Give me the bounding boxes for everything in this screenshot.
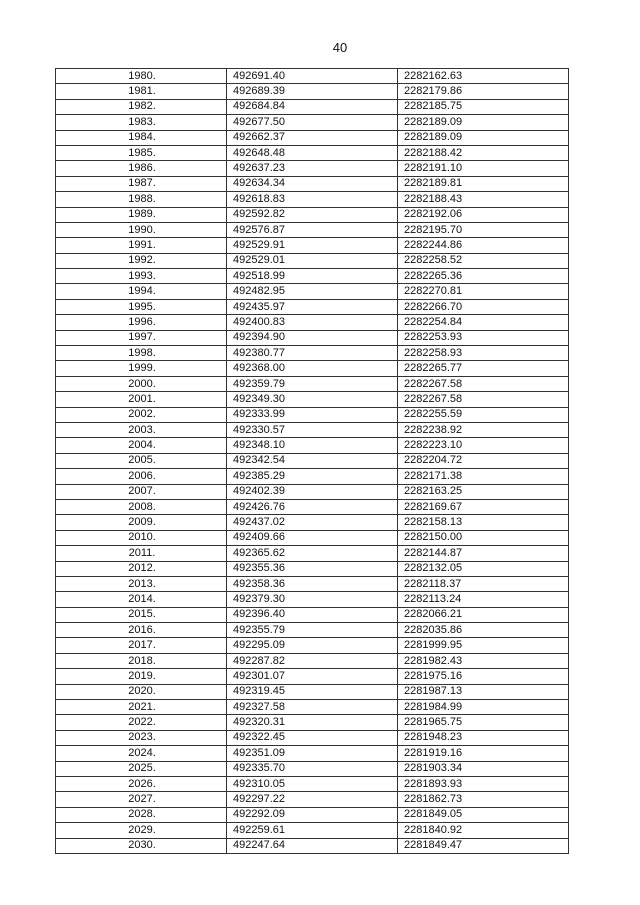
x-coordinate-cell: 492359.79: [227, 376, 398, 391]
table-row: [56, 607, 569, 622]
x-coordinate-cell: 492396.40: [227, 607, 398, 622]
x-coordinate-cell: 492335.70: [227, 761, 398, 776]
table-row: [56, 176, 569, 191]
x-coordinate-cell: 492648.48: [227, 145, 398, 160]
x-coordinate-cell: 492529.91: [227, 238, 398, 253]
y-coordinate-cell: 2281975.16: [398, 669, 569, 684]
coordinates-table: [55, 68, 569, 854]
table-row: [56, 284, 569, 299]
table-row: [56, 838, 569, 853]
point-number-cell: 1993.: [56, 269, 227, 284]
point-number-cell: 1987.: [56, 176, 227, 191]
table-row: [56, 315, 569, 330]
x-coordinate-cell: 492348.10: [227, 438, 398, 453]
y-coordinate-cell: 2282191.10: [398, 161, 569, 176]
point-number-cell: 2023.: [56, 730, 227, 745]
y-coordinate-cell: 2282204.72: [398, 453, 569, 468]
y-coordinate-cell: 2282132.05: [398, 561, 569, 576]
y-coordinate-cell: 2281982.43: [398, 653, 569, 668]
x-coordinate-cell: 492319.45: [227, 684, 398, 699]
point-number-cell: 2008.: [56, 499, 227, 514]
x-coordinate-cell: 492301.07: [227, 669, 398, 684]
x-coordinate-cell: 492618.83: [227, 192, 398, 207]
y-coordinate-cell: 2282265.77: [398, 361, 569, 376]
table-row: [56, 761, 569, 776]
y-coordinate-cell: 2282163.25: [398, 484, 569, 499]
y-coordinate-cell: 2281893.93: [398, 776, 569, 791]
x-coordinate-cell: 492684.84: [227, 99, 398, 114]
table-row: [56, 669, 569, 684]
table-row: [56, 684, 569, 699]
x-coordinate-cell: 492327.58: [227, 700, 398, 715]
table-row: [56, 561, 569, 576]
point-number-cell: 2012.: [56, 561, 227, 576]
x-coordinate-cell: 492482.95: [227, 284, 398, 299]
point-number-cell: 2016.: [56, 623, 227, 638]
y-coordinate-cell: 2281984.99: [398, 700, 569, 715]
point-number-cell: 1995.: [56, 299, 227, 314]
y-coordinate-cell: 2282189.81: [398, 176, 569, 191]
x-coordinate-cell: 492400.83: [227, 315, 398, 330]
table-row: [56, 207, 569, 222]
x-coordinate-cell: 492292.09: [227, 807, 398, 822]
table-row: [56, 361, 569, 376]
table-row: [56, 330, 569, 345]
table-row: [56, 422, 569, 437]
table-row: [56, 145, 569, 160]
x-coordinate-cell: 492379.30: [227, 592, 398, 607]
y-coordinate-cell: 2282113.24: [398, 592, 569, 607]
x-coordinate-cell: 492691.40: [227, 69, 398, 84]
y-coordinate-cell: 2281849.05: [398, 807, 569, 822]
y-coordinate-cell: 2282189.09: [398, 115, 569, 130]
table-row: [56, 700, 569, 715]
table-row: [56, 638, 569, 653]
x-coordinate-cell: 492394.90: [227, 330, 398, 345]
point-number-cell: 2022.: [56, 715, 227, 730]
table-row: [56, 115, 569, 130]
x-coordinate-cell: 492637.23: [227, 161, 398, 176]
x-coordinate-cell: 492349.30: [227, 392, 398, 407]
point-number-cell: 1992.: [56, 253, 227, 268]
table-row: [56, 776, 569, 791]
y-coordinate-cell: 2282267.58: [398, 392, 569, 407]
table-row: [56, 392, 569, 407]
y-coordinate-cell: 2282144.87: [398, 546, 569, 561]
y-coordinate-cell: 2282244.86: [398, 238, 569, 253]
x-coordinate-cell: 492576.87: [227, 222, 398, 237]
y-coordinate-cell: 2282179.86: [398, 84, 569, 99]
y-coordinate-cell: 2282254.84: [398, 315, 569, 330]
point-number-cell: 2027.: [56, 792, 227, 807]
point-number-cell: 1991.: [56, 238, 227, 253]
y-coordinate-cell: 2282066.21: [398, 607, 569, 622]
point-number-cell: 2013.: [56, 576, 227, 591]
table-row: [56, 192, 569, 207]
x-coordinate-cell: 492368.00: [227, 361, 398, 376]
table-row: [56, 222, 569, 237]
x-coordinate-cell: 492634.34: [227, 176, 398, 191]
y-coordinate-cell: 2282162.63: [398, 69, 569, 84]
y-coordinate-cell: 2281903.34: [398, 761, 569, 776]
x-coordinate-cell: 492295.09: [227, 638, 398, 653]
point-number-cell: 2014.: [56, 592, 227, 607]
x-coordinate-cell: 492259.61: [227, 823, 398, 838]
table-row: [56, 499, 569, 514]
x-coordinate-cell: 492355.36: [227, 561, 398, 576]
y-coordinate-cell: 2282189.09: [398, 130, 569, 145]
point-number-cell: 1989.: [56, 207, 227, 222]
x-coordinate-cell: 492529.01: [227, 253, 398, 268]
point-number-cell: 2000.: [56, 376, 227, 391]
point-number-cell: 2020.: [56, 684, 227, 699]
point-number-cell: 2001.: [56, 392, 227, 407]
x-coordinate-cell: 492330.57: [227, 422, 398, 437]
y-coordinate-cell: 2282238.92: [398, 422, 569, 437]
y-coordinate-cell: 2282267.58: [398, 376, 569, 391]
table-row: [56, 376, 569, 391]
y-coordinate-cell: 2281948.23: [398, 730, 569, 745]
point-number-cell: 2004.: [56, 438, 227, 453]
x-coordinate-cell: 492435.97: [227, 299, 398, 314]
table-row: [56, 269, 569, 284]
x-coordinate-cell: 492380.77: [227, 346, 398, 361]
x-coordinate-cell: 492409.66: [227, 530, 398, 545]
x-coordinate-cell: 492592.82: [227, 207, 398, 222]
point-number-cell: 2003.: [56, 422, 227, 437]
table-row: [56, 130, 569, 145]
point-number-cell: 2018.: [56, 653, 227, 668]
x-coordinate-cell: 492310.05: [227, 776, 398, 791]
table-row: [56, 592, 569, 607]
y-coordinate-cell: 2282253.93: [398, 330, 569, 345]
y-coordinate-cell: 2282258.93: [398, 346, 569, 361]
point-number-cell: 1990.: [56, 222, 227, 237]
y-coordinate-cell: 2281999.95: [398, 638, 569, 653]
x-coordinate-cell: 492355.79: [227, 623, 398, 638]
page-number: 40: [332, 40, 348, 55]
y-coordinate-cell: 2281987.13: [398, 684, 569, 699]
point-number-cell: 2029.: [56, 823, 227, 838]
y-coordinate-cell: 2282255.59: [398, 407, 569, 422]
table-row: [56, 484, 569, 499]
x-coordinate-cell: 492385.29: [227, 469, 398, 484]
y-coordinate-cell: 2281965.75: [398, 715, 569, 730]
point-number-cell: 1998.: [56, 346, 227, 361]
point-number-cell: 1988.: [56, 192, 227, 207]
y-coordinate-cell: 2282169.67: [398, 499, 569, 514]
point-number-cell: 1994.: [56, 284, 227, 299]
table-row: [56, 576, 569, 591]
point-number-cell: 2028.: [56, 807, 227, 822]
x-coordinate-cell: 492437.02: [227, 515, 398, 530]
point-number-cell: 1983.: [56, 115, 227, 130]
point-number-cell: 1986.: [56, 161, 227, 176]
point-number-cell: 1999.: [56, 361, 227, 376]
y-coordinate-cell: 2282158.13: [398, 515, 569, 530]
point-number-cell: 1996.: [56, 315, 227, 330]
table-row: [56, 807, 569, 822]
x-coordinate-cell: 492287.82: [227, 653, 398, 668]
table-row: [56, 299, 569, 314]
y-coordinate-cell: 2281840.92: [398, 823, 569, 838]
y-coordinate-cell: 2281862.73: [398, 792, 569, 807]
table-row: [56, 653, 569, 668]
table-row: [56, 407, 569, 422]
table-row: [56, 69, 569, 84]
x-coordinate-cell: 492333.99: [227, 407, 398, 422]
table-row: [56, 623, 569, 638]
x-coordinate-cell: 492320.31: [227, 715, 398, 730]
point-number-cell: 1981.: [56, 84, 227, 99]
table-row: [56, 84, 569, 99]
point-number-cell: 1997.: [56, 330, 227, 345]
table-row: [56, 515, 569, 530]
table-row: [56, 823, 569, 838]
point-number-cell: 2009.: [56, 515, 227, 530]
table-row: [56, 253, 569, 268]
y-coordinate-cell: 2282270.81: [398, 284, 569, 299]
point-number-cell: 2006.: [56, 469, 227, 484]
point-number-cell: 1984.: [56, 130, 227, 145]
point-number-cell: 2024.: [56, 746, 227, 761]
table-row: [56, 746, 569, 761]
table-row: [56, 438, 569, 453]
y-coordinate-cell: 2282188.42: [398, 145, 569, 160]
table-row: [56, 792, 569, 807]
point-number-cell: 2007.: [56, 484, 227, 499]
y-coordinate-cell: 2282118.37: [398, 576, 569, 591]
point-number-cell: 1980.: [56, 69, 227, 84]
table-row: [56, 453, 569, 468]
table-row: [56, 161, 569, 176]
point-number-cell: 2017.: [56, 638, 227, 653]
y-coordinate-cell: 2282192.06: [398, 207, 569, 222]
y-coordinate-cell: 2282258.52: [398, 253, 569, 268]
x-coordinate-cell: 492662.37: [227, 130, 398, 145]
table-row: [56, 546, 569, 561]
point-number-cell: 1985.: [56, 145, 227, 160]
point-number-cell: 2025.: [56, 761, 227, 776]
table-row: [56, 238, 569, 253]
table-row: [56, 99, 569, 114]
y-coordinate-cell: 2282150.00: [398, 530, 569, 545]
y-coordinate-cell: 2282266.70: [398, 299, 569, 314]
y-coordinate-cell: 2282171.38: [398, 469, 569, 484]
point-number-cell: 2011.: [56, 546, 227, 561]
table-row: [56, 469, 569, 484]
x-coordinate-cell: 492247.64: [227, 838, 398, 853]
point-number-cell: 2026.: [56, 776, 227, 791]
point-number-cell: 2015.: [56, 607, 227, 622]
point-number-cell: 2005.: [56, 453, 227, 468]
y-coordinate-cell: 2281919.16: [398, 746, 569, 761]
x-coordinate-cell: 492365.62: [227, 546, 398, 561]
point-number-cell: 2030.: [56, 838, 227, 853]
y-coordinate-cell: 2282265.36: [398, 269, 569, 284]
table-row: [56, 530, 569, 545]
x-coordinate-cell: 492402.39: [227, 484, 398, 499]
table-row: [56, 346, 569, 361]
x-coordinate-cell: 492677.50: [227, 115, 398, 130]
point-number-cell: 2019.: [56, 669, 227, 684]
point-number-cell: 2021.: [56, 700, 227, 715]
x-coordinate-cell: 492689.39: [227, 84, 398, 99]
y-coordinate-cell: 2282188.43: [398, 192, 569, 207]
y-coordinate-cell: 2281849.47: [398, 838, 569, 853]
table-row: [56, 730, 569, 745]
point-number-cell: 1982.: [56, 99, 227, 114]
x-coordinate-cell: 492518.99: [227, 269, 398, 284]
x-coordinate-cell: 492342.54: [227, 453, 398, 468]
x-coordinate-cell: 492322.45: [227, 730, 398, 745]
coordinates-table-body: [56, 69, 569, 854]
x-coordinate-cell: 492297.22: [227, 792, 398, 807]
point-number-cell: 2002.: [56, 407, 227, 422]
y-coordinate-cell: 2282035.86: [398, 623, 569, 638]
x-coordinate-cell: 492358.36: [227, 576, 398, 591]
y-coordinate-cell: 2282223.10: [398, 438, 569, 453]
y-coordinate-cell: 2282185.75: [398, 99, 569, 114]
x-coordinate-cell: 492351.09: [227, 746, 398, 761]
y-coordinate-cell: 2282195.70: [398, 222, 569, 237]
x-coordinate-cell: 492426.76: [227, 499, 398, 514]
table-row: [56, 715, 569, 730]
point-number-cell: 2010.: [56, 530, 227, 545]
